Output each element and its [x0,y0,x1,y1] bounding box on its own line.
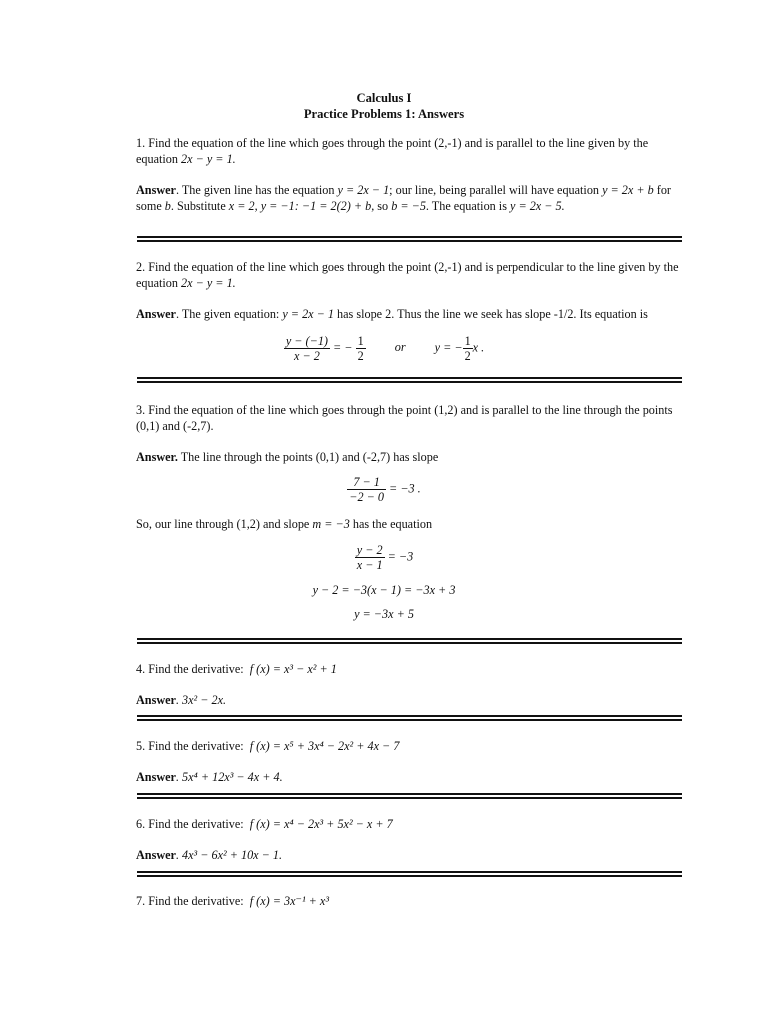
problem-3-eq1 [0,543,768,572]
text: m = −3 [312,517,350,531]
text: 1. Find the equation of the line which goes through the point (2,-1) and is parallel to the line given by the equation [136,136,649,166]
problem-4-question [136,661,684,677]
text: y − 2 = −3(x − 1) = −3x + 3 [312,583,456,597]
text: So, our line through [136,517,234,531]
text: or [394,340,406,355]
problem-2 [136,259,684,322]
text: y = − [434,340,463,355]
text: f (x) = 3x⁻¹ + x³ [249,894,329,908]
text: 4. Find the derivative: [136,662,244,676]
document-header [0,90,768,122]
text: y = 2x − 1 [282,307,334,321]
text: 7 − 1 [347,475,386,490]
problem-6-answer [136,847,684,863]
problem-1 [136,135,684,214]
text: and slope [262,517,310,531]
answer-label: Answer. [136,450,178,464]
text: has slope 2. Thus the line we seek has slope -1/2. Its equation is [337,307,648,321]
problem-1-question [136,135,684,167]
text: . 5x⁴ + 12x³ − 4x + 4. [175,770,283,784]
answer-label: Answer [136,183,176,197]
text: y = 2x − 5. [509,199,565,213]
text: = − [333,340,353,355]
text: so [377,199,389,213]
text: y = −3x + 5 [354,607,414,621]
section-divider [137,377,682,383]
problem-5 [136,738,684,785]
math: 2x − y = 1. [181,152,236,166]
text: y = 2x + b [602,183,654,197]
text: (1,2) [236,517,260,531]
text: y − 2 [356,543,383,557]
text: f (x) = x⁵ + 3x⁴ − 2x² + 4x − 7 [249,739,400,753]
text: y − (−1) [285,334,328,348]
text: −2 − 0 [349,490,384,504]
section-divider [137,715,682,721]
problem-3 [136,402,684,465]
course-title: Calculus I [356,91,412,105]
text: x − 1 [356,558,383,572]
text: 7. Find the derivative: [136,894,244,908]
text: 2. Find the equation of the line which goes through the point (2,-1) and is perpendicular to the line given by the equation [136,260,679,290]
text: x = 2, y = −1: −1 = 2(2) + b, [228,199,375,213]
problem-3-question: 3. Find the equation of the line which goes through the point (1,2) and is parallel to the line through the points (0,1) and (-2,7). [136,403,673,433]
fraction [463,334,473,363]
text: . The given line has the equation [175,183,335,197]
problem-6-question [136,816,684,832]
text: . Substitute [170,199,226,213]
problem-3-so [136,516,684,532]
problem-5-answer [136,769,684,785]
text: 6. Find the derivative: [136,817,244,831]
text: for some [136,183,671,213]
section-divider [137,236,682,242]
text: . 4x³ − 6x² + 10x − 1. [175,848,283,862]
problem-7-question [136,893,684,909]
section-divider [137,793,682,799]
problem-5-question [136,738,684,754]
answer-label: Answer [136,848,176,862]
text: 2 [464,349,471,363]
answer-label: Answer [136,770,176,784]
slope-fraction [0,475,768,504]
answer-label: Answer [136,307,176,321]
problem-4 [136,661,684,708]
problem-1-answer [136,182,684,214]
text: . The given equation: [175,307,280,321]
text: 5. Find the derivative: [136,739,244,753]
problem-6 [136,816,684,863]
page-title: Practice Problems 1: Answers [303,107,465,121]
text: = −3 [387,549,414,564]
problem-3-answer [136,449,684,465]
problem-4-answer [136,692,684,708]
text: 2x − y = 1. [181,276,236,290]
section-divider [137,638,682,644]
text: b = −5 [391,199,426,213]
text: y = 2x − 1 [337,183,390,197]
text: 1 [464,334,471,348]
fraction [356,334,366,363]
fraction [284,334,330,363]
text: f (x) = x³ − x² + 1 [249,662,337,676]
text: = −3 . [389,481,421,496]
answer-label: Answer [136,693,176,707]
problem-2-question [136,259,684,291]
text: x . [472,340,485,355]
problem-3-eq3 [0,607,768,622]
problem-3-eq2 [0,583,768,598]
problem-2-equation [0,334,768,363]
text: . The equation is [425,199,507,213]
text: x − 2 [293,349,320,363]
text: . 3x² − 2x. [175,693,227,707]
problem-2-answer [136,306,684,322]
text: 1 [357,334,364,348]
text: ; our line, being parallel will have equation [389,183,600,197]
text: has the equation [352,517,433,531]
problem-7 [136,893,684,909]
section-divider [137,871,682,877]
text: The line through the points (0,1) and (-2,7) has slope [180,450,439,464]
text: b [164,199,171,213]
text: 2 [357,349,364,363]
text: f (x) = x⁴ − 2x³ + 5x² − x + 7 [249,817,393,831]
